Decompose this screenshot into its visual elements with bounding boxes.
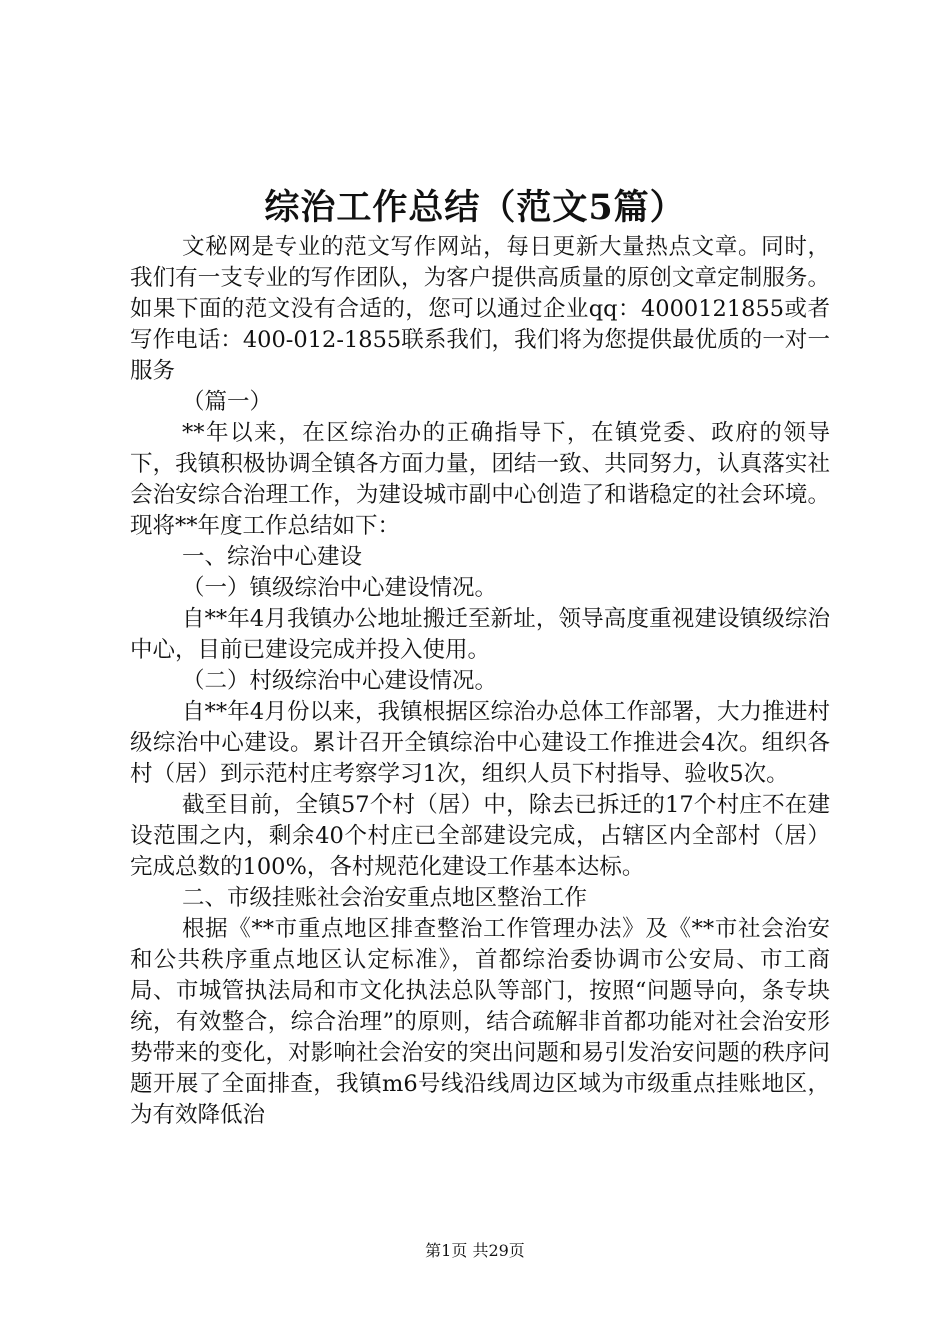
intro-paragraph: 文秘网是专业的范文写作网站，每日更新大量热点文章。同时，我们有一支专业的写作团队，为客户提供高质量的原创文章定制服务。如果下面的范文没有合适的，您可以通过企业qq：4000121855或者写作电话：400-012-1855联系我们，我们将为您提供最优质的一对一服务 — [130, 234, 830, 384]
document-body — [130, 232, 830, 1131]
subsection-heading: （二）村级综治中心建设情况。 — [182, 668, 498, 694]
page-number-footer: 第1页 共29页 — [425, 1241, 525, 1260]
body-paragraph: 截至目前，全镇57个村（居）中，除去已拆迁的17个村庄不在建设范围之内，剩余40个村庄已全部建设完成，占辖区内全部村（居）完成总数的100%，各村规范化建设工作基本达标。 — [130, 792, 830, 880]
body-paragraph: **年以来，在区综治办的正确指导下，在镇党委、政府的领导下，我镇积极协调全镇各方面力量，团结一致、共同努力，认真落实社会治安综合治理工作，为建设城市副中心创造了和谐稳定的社会环境。现将**年度工作总结如下： — [130, 420, 830, 539]
body-paragraph: 自**年4月我镇办公地址搬迁至新址，领导高度重视建设镇级综治中心，目前已建设完成并投入使用。 — [130, 606, 830, 663]
body-paragraph: 根据《**市重点地区排查整治工作管理办法》及《**市社会治安和公共秩序重点地区认定标准》，首都综治委协调市公安局、市工商局、市城管执法局和市文化执法总队等部门，按照“问题导向，条专块统，有效整合，综合治理”的原则，结合疏解非首都功能对社会治安形势带来的变化，对影响社会治安的突出问题和易引发治安问题的秩序问题开展了全面排查，我镇m6号线沿线周边区域为市级重点挂账地区，为有效降低治 — [130, 916, 830, 1128]
document-title: 综治工作总结（范文5篇） — [264, 187, 686, 228]
section-heading: 二、市级挂账社会治安重点地区整治工作 — [182, 885, 588, 911]
section-heading: 一、综治中心建设 — [182, 544, 363, 570]
subsection-heading: （一）镇级综治中心建设情况。 — [182, 575, 498, 601]
section-label-part-one: （篇一） — [182, 389, 273, 415]
body-paragraph: 自**年4月份以来，我镇根据区综治办总体工作部署，大力推进村级综治中心建设。累计召开全镇综治中心建设工作推进会4次。组织各村（居）到示范村庄考察学习1次，组织人员下村指导、验收5次。 — [130, 699, 830, 787]
